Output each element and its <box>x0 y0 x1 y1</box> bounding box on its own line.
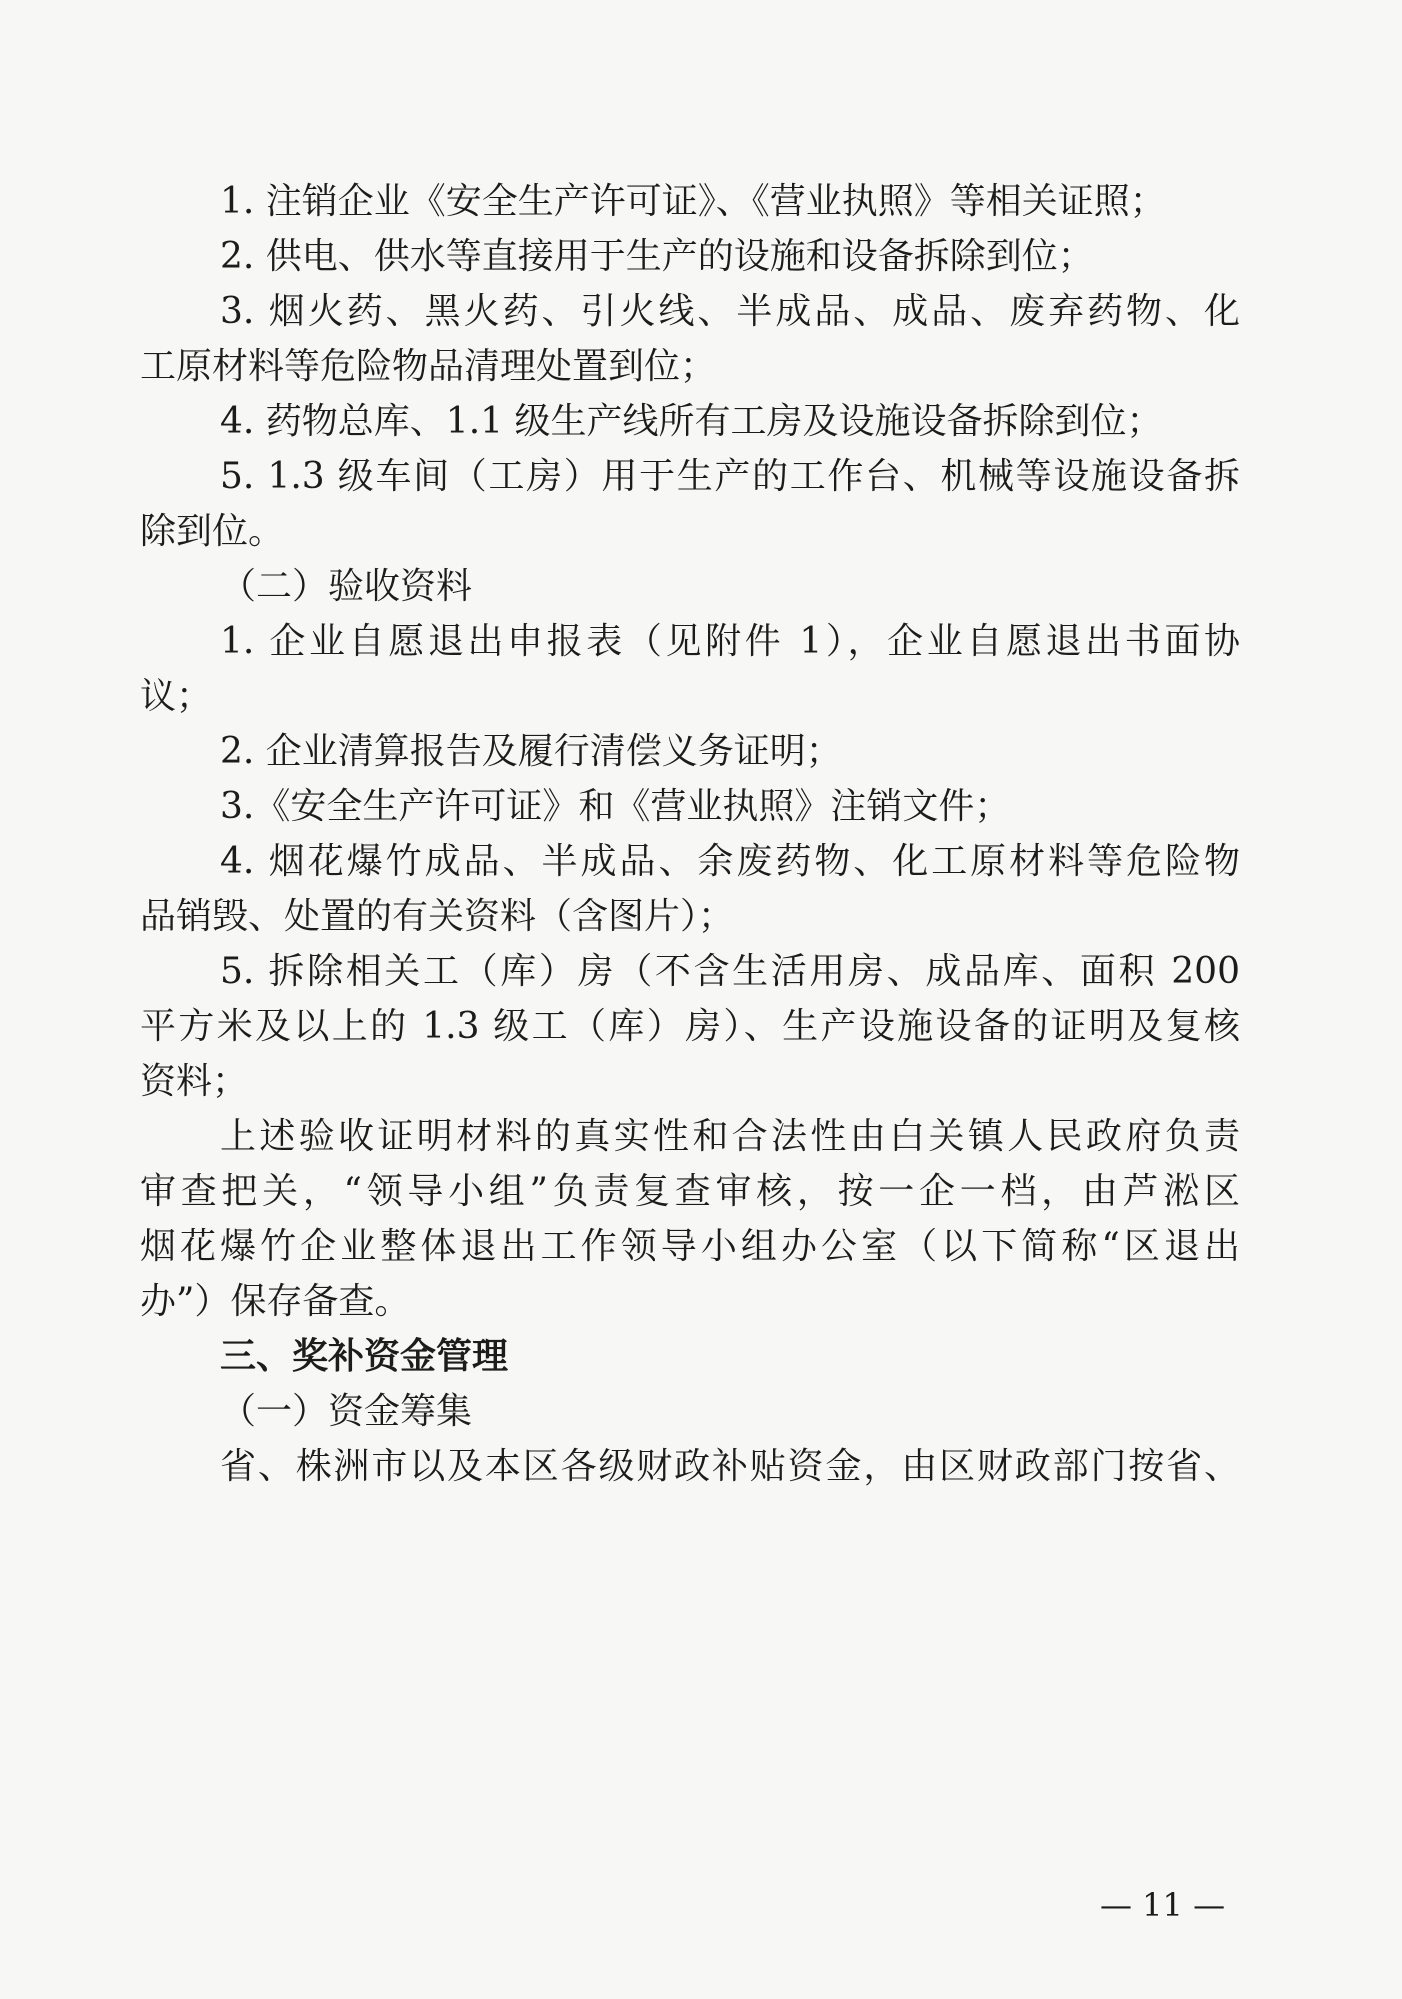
page-number: — 11 — <box>1100 1886 1226 1924</box>
list-item: 4. 烟花爆竹成品、半成品、余废药物、化工原材料等危险物 <box>220 841 1240 882</box>
list-item: 3.《安全生产许可证》和《营业执照》注销文件； <box>220 786 1011 827</box>
paragraph-line: 审查把关，“领导小组”负责复查审核，按一企一档，由芦淞区 <box>140 1171 1240 1212</box>
paragraph-line: 上述验收证明材料的真实性和合法性由白关镇人民政府负责 <box>220 1116 1240 1157</box>
list-item-continuation: 议； <box>140 676 213 717</box>
list-item: 5. 1.3 级车间（工房）用于生产的工作台、机械等设施设备拆 <box>220 456 1240 497</box>
paragraph-line: 烟花爆竹企业整体退出工作领导小组办公室（以下简称“区退出 <box>140 1226 1240 1267</box>
list-item-continuation: 资料； <box>140 1061 249 1102</box>
list-item: 5. 拆除相关工（库）房（不含生活用房、成品库、面积 200 <box>220 951 1240 992</box>
list-item: 1. 企业自愿退出申报表（见附件 1），企业自愿退出书面协 <box>220 621 1240 662</box>
section-subheading: （二）验收资料 <box>220 566 473 607</box>
list-item-continuation: 除到位。 <box>140 511 285 552</box>
list-item-continuation: 平方米及以上的 1.3 级工（库）房）、生产设施设备的证明及复核 <box>140 1006 1240 1047</box>
list-item: 1. 注销企业《安全生产许可证》、《营业执照》等相关证照； <box>220 181 1166 222</box>
list-item-continuation: 工原材料等危险物品清理处置到位； <box>140 346 717 387</box>
list-item: 2. 供电、供水等直接用于生产的设施和设备拆除到位； <box>220 236 1094 277</box>
list-item: 3. 烟火药、黑火药、引火线、半成品、成品、废弃药物、化 <box>220 291 1240 332</box>
list-item: 2. 企业清算报告及履行清偿义务证明； <box>220 731 842 772</box>
list-item: 4. 药物总库、1.1 级生产线所有工房及设施设备拆除到位； <box>220 401 1163 442</box>
section-heading: 三、奖补资金管理 <box>220 1336 509 1377</box>
paragraph-line: 省、株洲市以及本区各级财政补贴资金，由区财政部门按省、 <box>220 1446 1240 1487</box>
list-item-continuation: 品销毁、处置的有关资料（含图片）； <box>140 896 735 937</box>
section-subheading: （一）资金筹集 <box>220 1391 473 1432</box>
paragraph-line: 办”）保存备查。 <box>140 1281 411 1322</box>
